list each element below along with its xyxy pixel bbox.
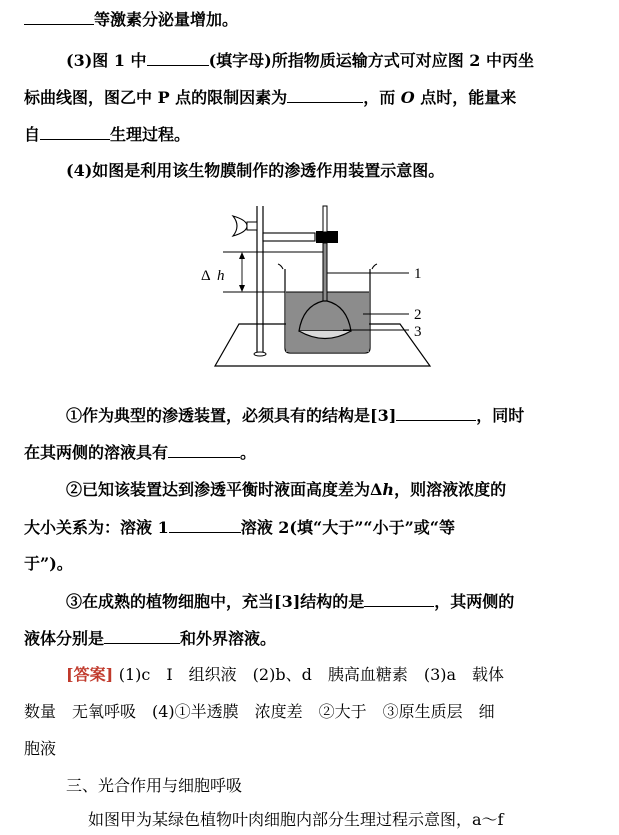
answer-line1: [66, 664, 504, 686]
label-1: 1: [414, 266, 422, 282]
q4-s2-line3: 于”)。: [24, 554, 73, 573]
blank: [169, 516, 241, 533]
q3-line1: [66, 49, 534, 72]
blank: [24, 8, 94, 25]
text: (填字母)所指物质运输方式可对应图 2 中丙坐: [208, 51, 534, 70]
q4-s3-line2: [24, 627, 276, 650]
tube-top: [323, 206, 327, 232]
blank: [168, 441, 240, 458]
clamp-screw: [233, 216, 247, 236]
blank: [396, 404, 476, 421]
text: 。: [240, 443, 257, 462]
text: (1)c Ⅰ 组织液 (2)b、d 胰高血糖素 (3)a 载体: [118, 665, 505, 684]
osmosis-apparatus-figure: [195, 196, 445, 374]
q3-line3: [24, 123, 190, 146]
text: 和外界溶液。: [180, 629, 277, 648]
text: ，同时: [476, 406, 525, 425]
text: 液体分别是: [24, 629, 105, 648]
tube-column: [323, 243, 327, 301]
text: ，其两侧的: [434, 592, 515, 611]
q3-line2: [24, 86, 516, 109]
text: 在其两侧的溶液具有: [24, 443, 169, 462]
delta-label: Δ: [201, 268, 211, 284]
blank: [147, 49, 209, 66]
h-label: h: [217, 268, 225, 284]
blank: [104, 627, 180, 644]
section-heading: 三、光合作用与细胞呼吸: [66, 776, 243, 795]
q4-s1-line2: [24, 441, 256, 464]
text: 等激素分泌量增加。: [94, 10, 239, 29]
blank: [40, 123, 110, 140]
text: ③在成熟的植物细胞中，充当[3]结构的是: [66, 592, 365, 611]
q4-s2-line2: [24, 516, 455, 539]
text: h: [382, 480, 395, 499]
section-next-line: 如图甲为某绿色植物叶肉细胞内部分生理过程示意图，a～f: [88, 810, 504, 829]
q4-intro: (4)如图是利用该生物膜制作的渗透作用装置示意图。: [66, 161, 445, 180]
answer-label: [答案]: [66, 665, 114, 684]
text: ，则溶液浓度的: [394, 480, 507, 499]
text: 生理过程。: [110, 125, 191, 144]
text: ②已知该装置达到渗透平衡时液面高度差为Δ: [66, 480, 383, 499]
text: 标曲线图，图乙中 P 点的限制因素为: [24, 88, 288, 107]
q4-s3-line1: [66, 590, 514, 613]
answer-line3: 胞液: [24, 739, 57, 758]
answer-line2: 数量 无氧呼吸 (4)①半透膜 浓度差 ②大于 ③原生质层 细: [24, 702, 495, 721]
clamp-arm: [263, 233, 315, 241]
text: 大小关系为：溶液 1: [24, 518, 169, 537]
q4-s1-line1: [66, 404, 524, 427]
text: ，而: [363, 88, 401, 107]
label-3: 3: [414, 324, 422, 340]
q4-s2-line1: [66, 479, 506, 501]
clamp-holder: [316, 231, 338, 243]
text: 点时，能量来: [414, 88, 517, 107]
blank: [287, 86, 363, 103]
text: ①作为典型的渗透装置，必须具有的结构是[3]: [66, 406, 397, 425]
text: 溶液 2(填“大于”“小于”或“等: [240, 518, 456, 537]
text: (3)图 1 中: [66, 51, 147, 70]
blank: [364, 590, 434, 607]
text: O: [400, 88, 415, 107]
label-2: 2: [414, 307, 422, 323]
text: 自: [24, 125, 41, 144]
q3-line0: [24, 8, 238, 31]
